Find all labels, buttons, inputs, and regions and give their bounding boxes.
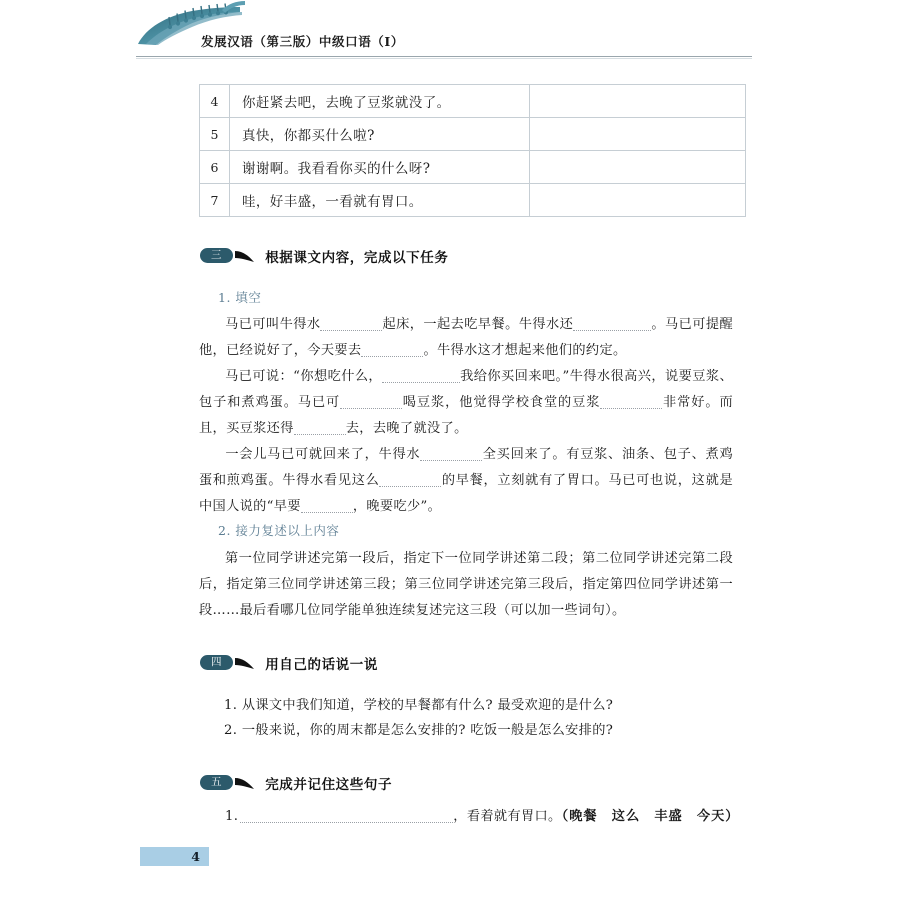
fill-blank-paragraph-1 bbox=[199, 312, 733, 364]
table-row bbox=[200, 85, 746, 118]
book-title: 发展汉语（第三版）中级口语（Ⅰ） bbox=[201, 34, 404, 49]
row-number: 6 bbox=[200, 151, 230, 184]
p1-seg-c: 。马已可提醒他，已经说好了，今天要去 bbox=[199, 317, 734, 358]
subheading-fill-blanks: 1. 填空 bbox=[218, 290, 262, 305]
blank-input[interactable] bbox=[320, 315, 382, 331]
page-number-box bbox=[140, 847, 209, 866]
word-bank: （晚餐 这么 丰盛 今天） bbox=[561, 809, 740, 824]
p3-seg-b: 全买回来了。有豆浆、油条、包子、煮鸡蛋和煎鸡蛋。牛得水看见这么 bbox=[199, 447, 733, 488]
row-sentence: 你赶紧去吧，去晚了豆浆就没了。 bbox=[230, 85, 530, 118]
header-rule-secondary bbox=[136, 58, 752, 59]
table-row bbox=[200, 118, 746, 151]
swoosh-icon bbox=[235, 656, 255, 671]
blank-input[interactable] bbox=[573, 315, 651, 331]
section-heading-three bbox=[200, 245, 449, 265]
fill-blank-paragraph-3 bbox=[199, 442, 733, 520]
fill-blank-paragraph-2 bbox=[199, 364, 733, 442]
row-sentence: 哇，好丰盛，一看就有胃口。 bbox=[230, 184, 530, 217]
row-answer-cell[interactable] bbox=[530, 151, 746, 184]
header-rule bbox=[136, 56, 752, 57]
item-tail: ，看着就有胃口。 bbox=[453, 809, 562, 824]
relay-retell-paragraph: 第一位同学讲述完第一段后，指定下一位同学讲述第二段；第二位同学讲述完第二段后，指定第三位同学讲述第三段；第三位同学讲述完第三段后，指定第四位同学讲述第一段……最后看哪几位同学能单独连续复述完这三段（可以加一些词句）。 bbox=[199, 551, 733, 618]
question-item: 2. 一般来说，你的周末都是怎么安排的? 吃饭一般是怎么安排的? bbox=[224, 723, 614, 738]
section-heading-five bbox=[200, 772, 392, 792]
row-number: 4 bbox=[200, 85, 230, 118]
p2-seg-c: 喝豆浆，他觉得学校食堂的豆浆 bbox=[402, 395, 601, 410]
row-answer-cell[interactable] bbox=[530, 118, 746, 151]
blank-input[interactable] bbox=[301, 497, 353, 513]
section-heading-four bbox=[200, 652, 378, 672]
p3-seg-a: 一会儿马已可就回来了，牛得水 bbox=[225, 447, 421, 462]
row-sentence: 真快，你都买什么啦? bbox=[230, 118, 530, 151]
dialogue-table-body bbox=[200, 85, 746, 217]
p2-seg-e: 去，去晚了就没了。 bbox=[345, 421, 468, 436]
page-number: 4 bbox=[191, 849, 200, 864]
p3-seg-c: 的早餐，立刻就有了胃口。马已可也说，这就是中国人说的“早要 bbox=[199, 473, 733, 514]
section-badge: 五 bbox=[200, 775, 233, 790]
swoosh-icon bbox=[235, 776, 255, 791]
subheading-relay-retell: 2. 接力复述以上内容 bbox=[218, 523, 340, 538]
section-label: 根据课文内容，完成以下任务 bbox=[265, 249, 449, 266]
section-label: 用自己的话说一说 bbox=[265, 656, 378, 673]
p1-seg-a: 马已可叫牛得水 bbox=[225, 317, 321, 332]
blank-input[interactable] bbox=[361, 341, 423, 357]
blank-input[interactable] bbox=[340, 393, 402, 409]
p1-seg-d: 。牛得水这才想起来他们的约定。 bbox=[423, 343, 627, 358]
row-sentence: 谢谢啊。我看看你买的什么呀? bbox=[230, 151, 530, 184]
row-answer-cell[interactable] bbox=[530, 184, 746, 217]
row-answer-cell[interactable] bbox=[530, 85, 746, 118]
p2-seg-a: 马已可说：“你想吃什么， bbox=[225, 369, 383, 384]
section-badge: 四 bbox=[200, 655, 233, 670]
blank-input[interactable] bbox=[379, 471, 441, 487]
blank-input[interactable] bbox=[240, 808, 453, 823]
table-row bbox=[200, 184, 746, 217]
section-badge: 三 bbox=[200, 248, 233, 263]
p3-seg-d: ，晚要吃少”。 bbox=[352, 499, 442, 514]
p2-seg-d: 非常好。而且，买豆浆还得 bbox=[199, 395, 734, 436]
blank-input[interactable] bbox=[294, 419, 346, 435]
row-number: 7 bbox=[200, 184, 230, 217]
blank-input[interactable] bbox=[382, 367, 460, 383]
blank-input[interactable] bbox=[420, 445, 482, 461]
p2-seg-b: 我给你买回来吧。”牛得水很高兴，说要豆浆、包子和煮鸡蛋。马已可 bbox=[199, 369, 733, 410]
item-number: 1. bbox=[225, 809, 239, 824]
swoosh-icon bbox=[235, 249, 255, 264]
question-item: 1. 从课文中我们知道，学校的早餐都有什么? 最受欢迎的是什么? bbox=[224, 698, 614, 713]
row-number: 5 bbox=[200, 118, 230, 151]
sentence-completion-item bbox=[225, 805, 739, 824]
running-header bbox=[136, 0, 752, 58]
dialogue-table bbox=[199, 84, 746, 217]
blank-input[interactable] bbox=[600, 393, 662, 409]
p1-seg-b: 起床，一起去吃早餐。牛得水还 bbox=[382, 317, 574, 332]
table-row bbox=[200, 151, 746, 184]
section-label: 完成并记住这些句子 bbox=[265, 776, 393, 793]
